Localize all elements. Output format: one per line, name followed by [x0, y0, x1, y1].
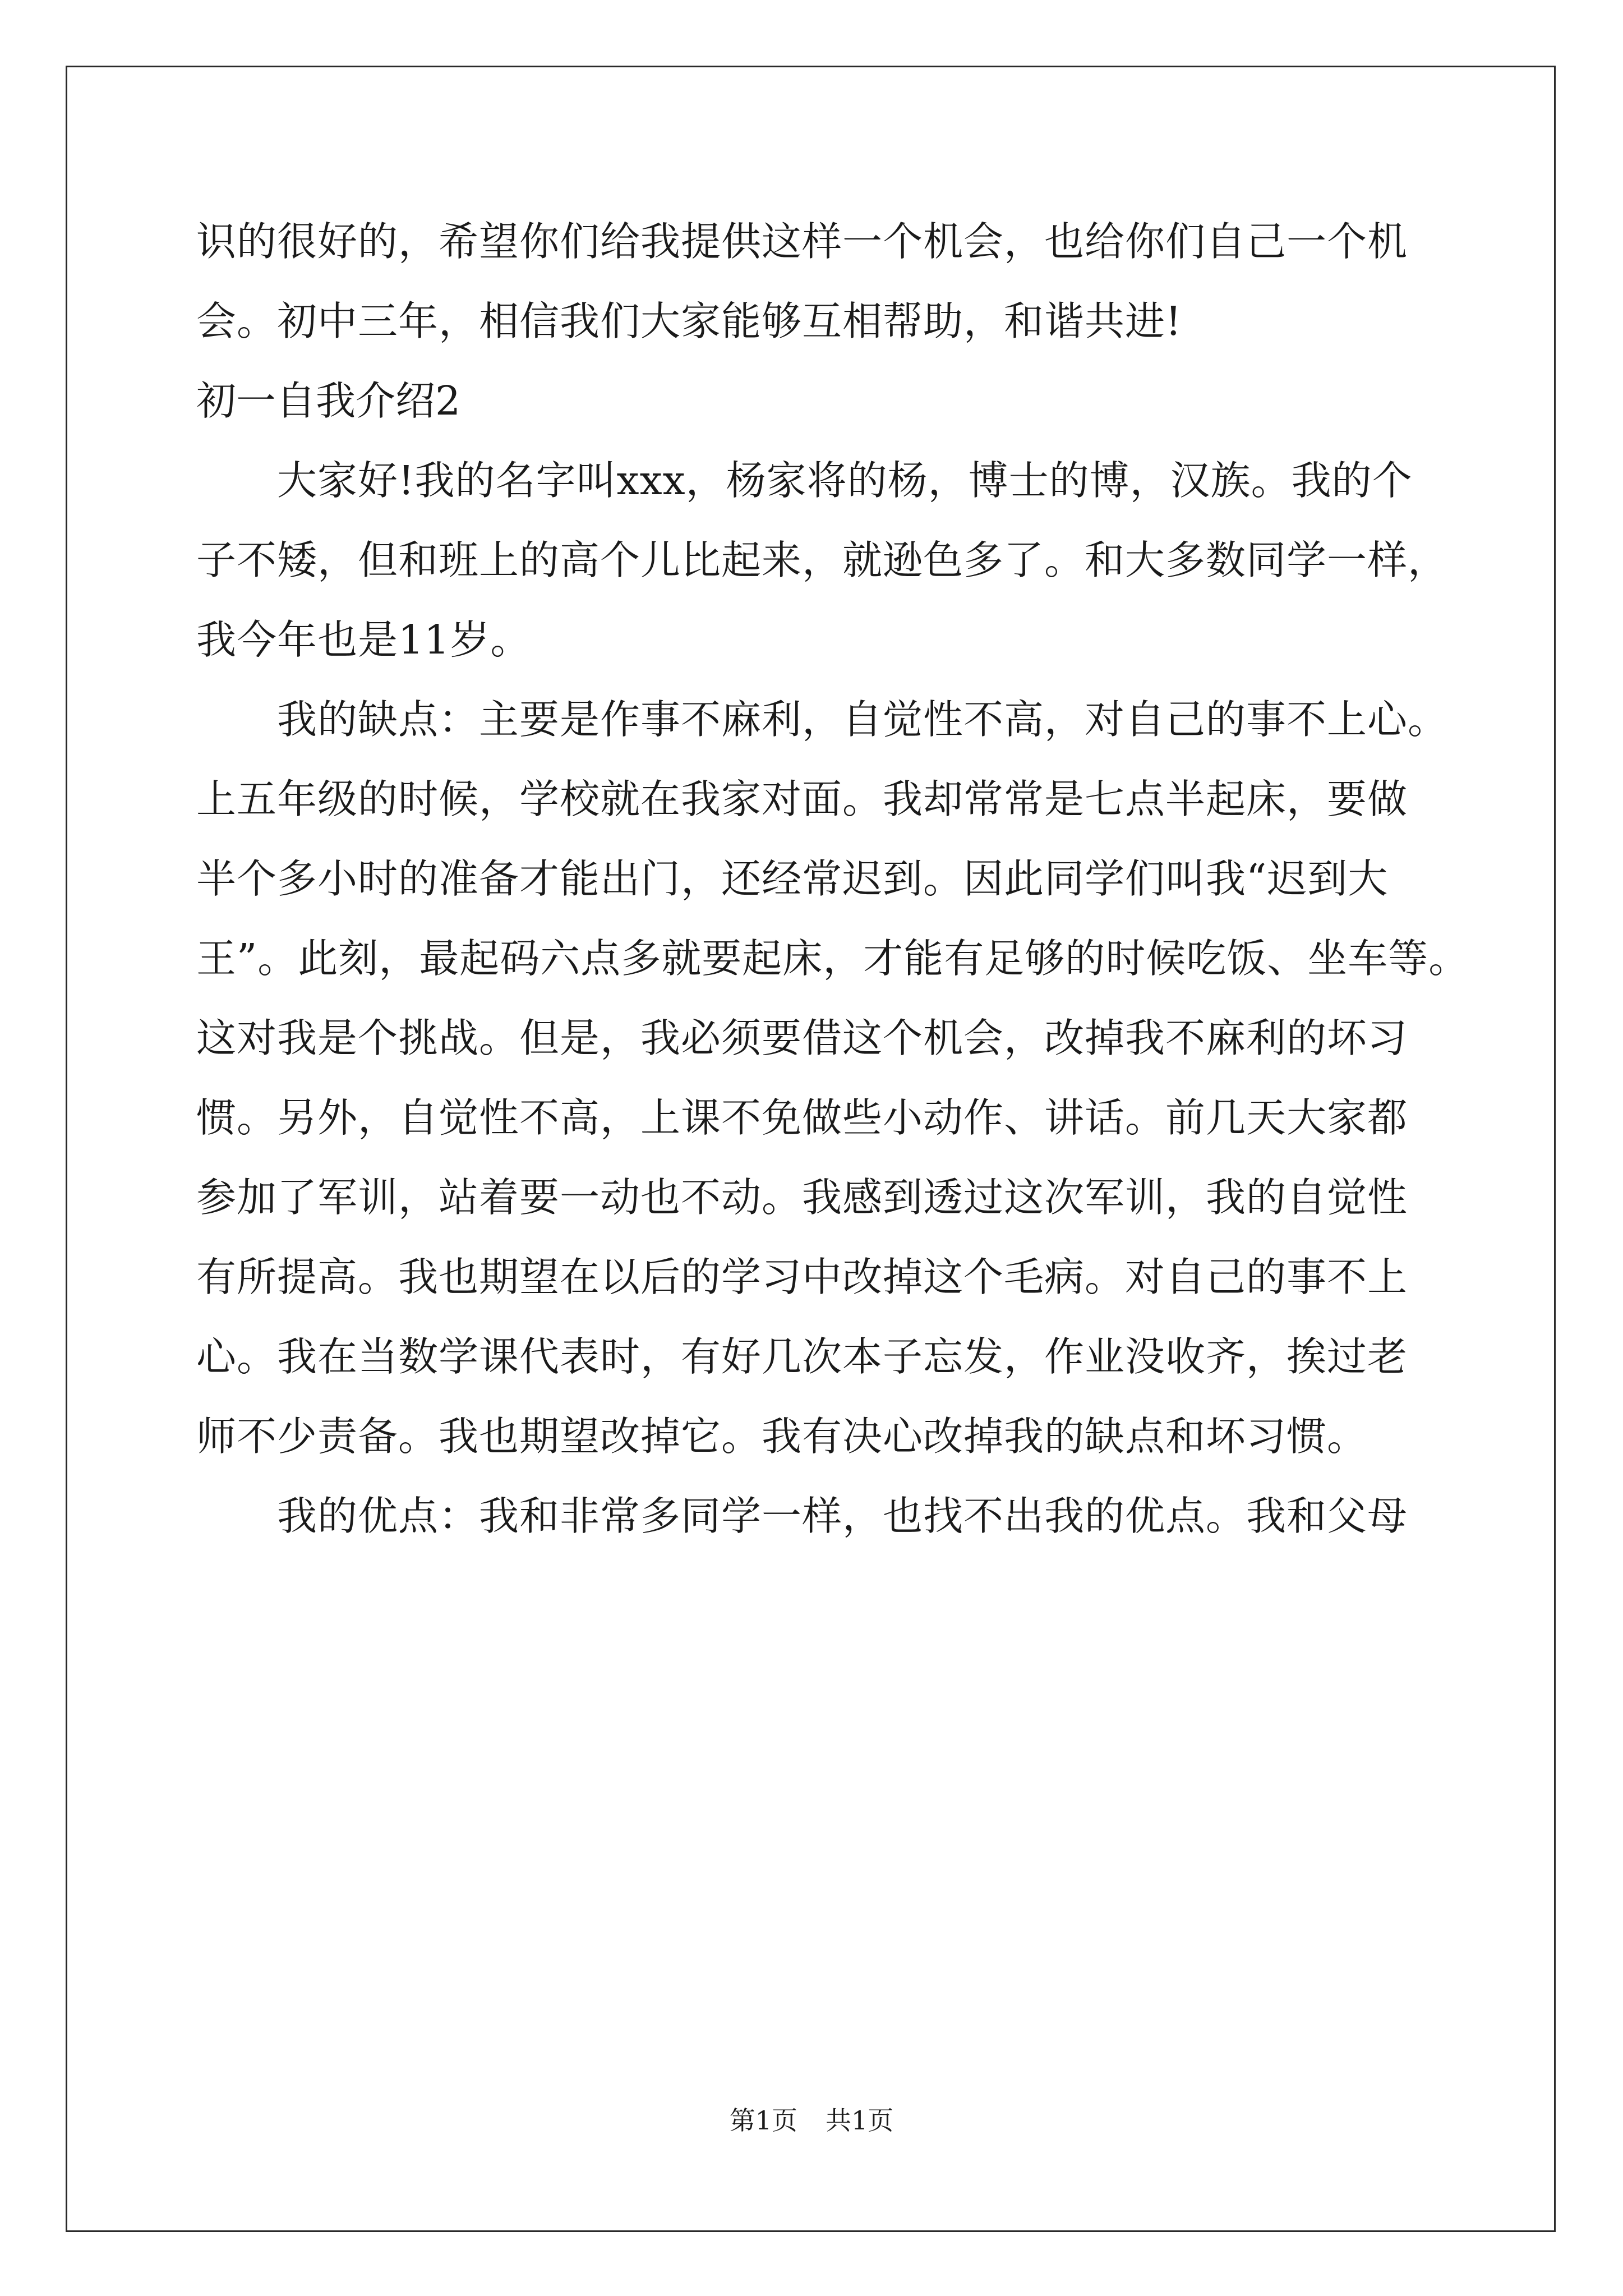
text-line: 这对我是个挑战。但是，我必须要借这个机会，改掉我不麻利的坏习	[196, 1015, 1408, 1061]
page-footer	[0, 2104, 1623, 2137]
text-line: 心。我在当数学课代表时，有好几次本子忘发，作业没收齐，挨过老	[196, 1333, 1408, 1380]
text-line: 我今年也是11岁。	[196, 616, 531, 663]
text-line: 惯。另外，自觉性不高，上课不免做些小动作、讲话。前几天大家都	[196, 1094, 1408, 1141]
text-line: 有所提高。我也期望在以后的学习中改掉这个毛病。对自己的事不上	[196, 1254, 1408, 1300]
text-line: 师不少责备。我也期望改掉它。我有决心改掉我的缺点和坏习惯。	[196, 1413, 1368, 1460]
page-total: 共1页	[826, 2105, 894, 2136]
section-heading: 初一自我介绍2	[196, 378, 461, 424]
page-number: 第1页	[729, 2105, 797, 2136]
text-line: 王”。此刻，最起码六点多就要起床，才能有足够的时候吃饭、坐车等。	[196, 935, 1469, 982]
paragraph-first-line: 大家好!我的名字叫xxx，杨家将的杨，博士的博，汉族。我的个	[277, 457, 1413, 504]
text-line: 识的很好的，希望你们给我提供这样一个机会，也给你们自己一个机	[196, 218, 1408, 265]
paragraph-first-line: 我的优点：我和非常多同学一样，也找不出我的优点。我和父母	[277, 1493, 1408, 1539]
text-line: 参加了军训，站着要一动也不动。我感到透过这次军训，我的自觉性	[196, 1174, 1408, 1221]
text-line: 上五年级的时候，学校就在我家对面。我却常常是七点半起床，要做	[196, 776, 1408, 822]
text-line: 子不矮，但和班上的高个儿比起来，就逊色多了。和大多数同学一样，	[196, 537, 1449, 583]
text-line: 会。初中三年，相信我们大家能够互相帮助，和谐共进!	[196, 298, 1182, 344]
document-body	[196, 202, 1469, 1556]
paragraph-first-line: 我的缺点：主要是作事不麻利，自觉性不高，对自己的事不上心。	[277, 696, 1449, 743]
text-line: 半个多小时的准备才能出门，还经常迟到。因此同学们叫我“迟到大	[196, 855, 1389, 902]
